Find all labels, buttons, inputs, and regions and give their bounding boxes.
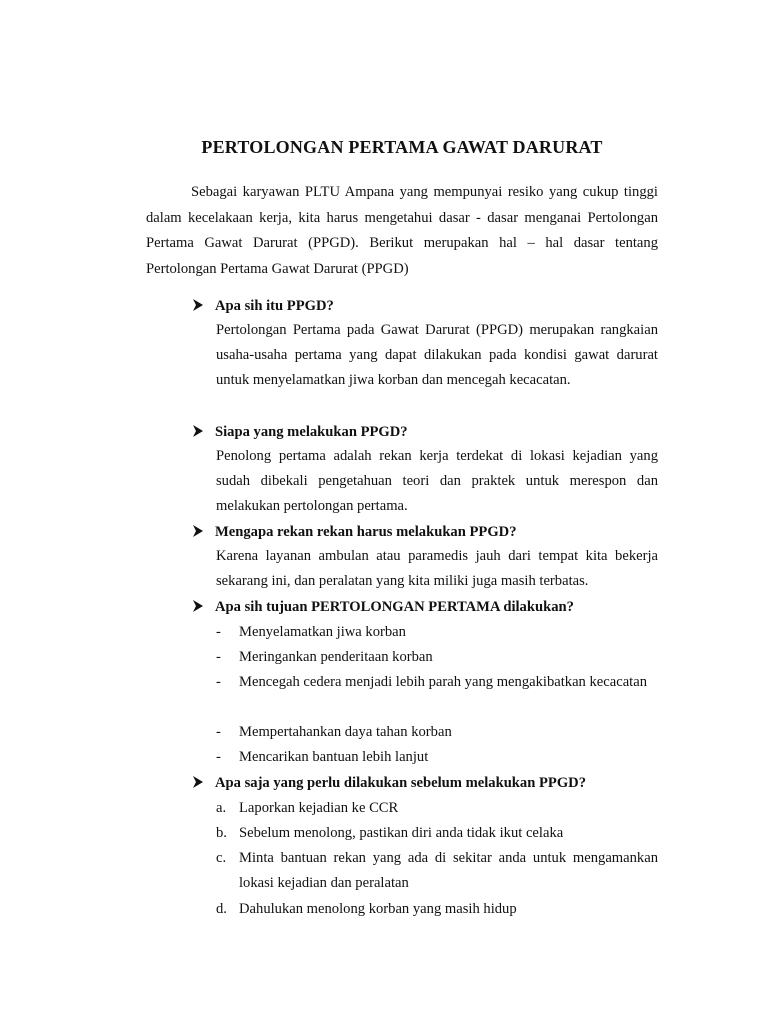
list-marker: -	[216, 749, 221, 765]
arrowhead-bullet-icon	[193, 776, 203, 788]
document-title: PERTOLONGAN PERTAMA GAWAT DARURAT	[201, 137, 603, 157]
section-4-heading	[193, 597, 574, 617]
list-item-text: Dahulukan menolong korban yang masih hidup	[239, 901, 517, 917]
list-marker: b.	[216, 825, 227, 841]
list-item-text: Mempertahankan daya tahan korban	[239, 724, 452, 740]
list-item-text: Menyelamatkan jiwa korban	[239, 624, 406, 640]
list-marker: -	[216, 724, 221, 740]
section-3-question: Mengapa rekan rekan harus melakukan PPGD?	[215, 524, 517, 540]
list-item-text: Mencegah cedera menjadi lebih parah yang mengakibatkan kecacatan	[239, 674, 648, 690]
list-item	[216, 846, 658, 896]
list-item-text: Laporkan kejadian ke CCR	[239, 800, 399, 816]
list-marker: a.	[216, 800, 227, 816]
section-3-heading	[193, 522, 517, 542]
list-marker: -	[216, 649, 221, 665]
intro-paragraph: Sebagai karyawan PLTU Ampana yang mempunyai resiko yang cukup tinggi dalam kecelakaan kerja, kita harus mengetahui dasar - dasar menganai Pertolongan Pertama Gawat Darurat (PPGD). Berikut merupakan hal – hal dasar tentang Pertolongan Pertama Gawat Darurat (PPGD)	[146, 184, 658, 277]
list-item-text: Mencarikan bantuan lebih lanjut	[239, 749, 429, 765]
list-marker: c.	[216, 850, 227, 866]
arrowhead-bullet-icon	[193, 299, 203, 311]
section-1-question: Apa sih itu PPGD?	[215, 298, 334, 314]
list-item	[216, 670, 658, 695]
section-1-answer: Pertolongan Pertama pada Gawat Darurat (PPGD) merupakan rangkaian usaha-usaha pertama yang dapat dilakukan pada kondisi gawat darurat untuk menyelamatkan jiwa korban dan mencegah kecacatan.	[216, 322, 658, 389]
list-item	[216, 620, 658, 645]
list-marker: -	[216, 624, 221, 640]
list-marker: d.	[216, 901, 227, 917]
list-item-text: Sebelum menolong, pastikan diri anda tidak ikut celaka	[239, 825, 564, 841]
section-5-heading	[193, 773, 586, 793]
list-item	[216, 897, 658, 922]
section-3-answer: Karena layanan ambulan atau paramedis jauh dari tempat kita bekerja sekarang ini, dan peralatan yang kita miliki juga masih terbatas.	[216, 548, 658, 590]
arrowhead-bullet-icon	[193, 525, 203, 537]
list-item	[216, 645, 658, 670]
arrowhead-bullet-icon	[193, 600, 203, 612]
list-item-text: Meringankan penderitaan korban	[239, 649, 433, 665]
section-5-question: Apa saja yang perlu dilakukan sebelum melakukan PPGD?	[215, 775, 587, 791]
section-2-question: Siapa yang melakukan PPGD?	[215, 424, 408, 440]
list-item-text: Minta bantuan rekan yang ada di sekitar anda untuk mengamankan lokasi kejadian dan peralatan	[239, 850, 658, 892]
list-item	[216, 720, 658, 745]
list-item	[216, 821, 658, 846]
list-marker: -	[216, 674, 221, 690]
section-2-answer: Penolong pertama adalah rekan kerja terdekat di lokasi kejadian yang sudah dibekali pengetahuan teori dan praktek untuk merespon dan melakukan pertolongan pertama.	[216, 448, 658, 515]
list-item	[216, 745, 658, 770]
section-2-heading	[193, 422, 408, 442]
list-item	[216, 796, 658, 821]
section-1-heading	[193, 296, 334, 316]
arrowhead-bullet-icon	[193, 425, 203, 437]
section-4-question: Apa sih tujuan PERTOLONGAN PERTAMA dilakukan?	[215, 599, 574, 615]
